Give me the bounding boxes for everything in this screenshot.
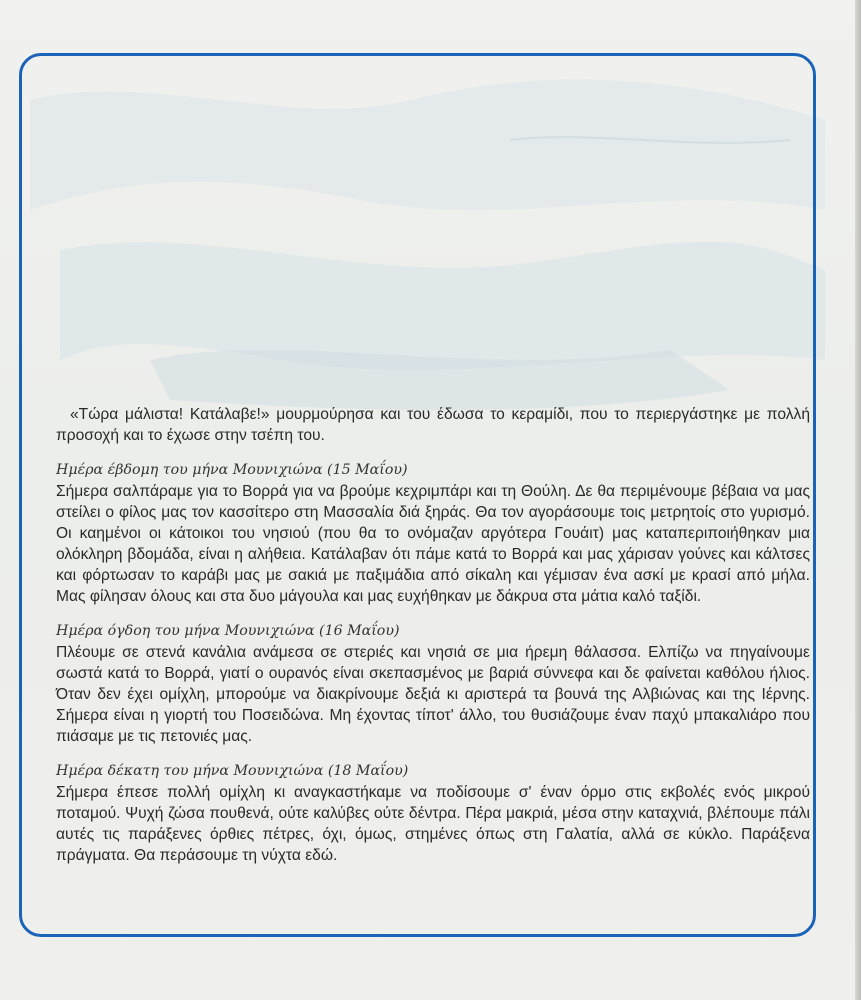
intro-paragraph: «Τώρα μάλιστα! Κατάλαβε!» μουρμούρησα και του έδωσα το κεραμίδι, που το περιεργάστηκε με πολλή προσοχή και το έχωσε στην τσέπη του.: [56, 406, 810, 444]
entry-body: Σήμερα σαλπάραμε για το Βορρά για να βρούμε κεχριμπάρι και τη Θούλη. Δε θα περιμένουμε βέβαια να μας στείλει ο φίλος μας τον κασσίτερο στη Μασσαλία διά ξηράς. Θα τον αγοράσουμε τοις μετρητοίς στο γυρισμό. Οι καημένοι οι κάτοικοι του νησιού (που θα το ονόμαζαν αργότερα Γουάιτ) μας καταπεριποιήθηκαν μια ολόκληρη βδομάδα, είναι η αλήθεια. Κατάλαβαν ότι πάμε κατά το Βορρά και μας χάρισαν γούνες και κάλτσες και φόρτωσαν το καράβι μας με σακιά με παξιμάδια από σίκαλη και γέμισαν ένα ασκί με κρασί από μήλα. Μας φίλησαν όλους και στα δυο μάγουλα και μας ευχήθηκαν με δάκρυα στα μάτια καλό ταξίδι.: [56, 483, 810, 605]
entry-heading: Ημέρα έβδομη του μήνα Μουνιχιώνα (15 Μαΐου): [56, 462, 408, 478]
document-text: [56, 404, 810, 880]
entry-body: Πλέουμε σε στενά κανάλια ανάμεσα σε στεριές και νησιά σε μια ήρεμη θάλασσα. Ελπίζω να πηγαίνουμε σωστά κατά το Βορρά, γιατί ο ουρανός είναι σκεπασμένος με βαριά σύννεφα και δε φαίνεται καθόλου ήλιος. Όταν δεν έχει ομίχλη, μπορούμε να διακρίνουμε δεξιά κι αριστερά τα βουνά της Αλβιώνας και της Ιέρνης. Σήμερα είναι η γιορτή του Ποσειδώνα. Μη έχοντας τίποτ' άλλο, του θυσιάζουμε έναν παχύ μπακαλιάρο που πιάσαμε με τις πετονιές μας.: [56, 644, 810, 745]
entry-heading: Ημέρα όγδοη του μήνα Μουνιχιώνα (16 Μαΐου): [56, 623, 400, 639]
page-spine-edge: [855, 0, 861, 1000]
entry-body: Σήμερα έπεσε πολλή ομίχλη κι αναγκαστήκαμε να ποδίσουμε σ' έναν όρμο στις εκβολές ενός μικρού ποταμού. Ψυχή ζώσα πουθενά, ούτε καλύβες ούτε δέντρα. Πέρα μακριά, μέσα στην καταχνιά, βλέπουμε πάλι αυτές τις παράξενες όρθιες πέτρες, όχι, όμως, στημένες όπως στη Γαλατία, αλλά σε κύκλο. Παράξενα πράγματα. Θα περάσουμε τη νύχτα εδώ.: [56, 784, 810, 864]
entry-heading: Ημέρα δέκατη του μήνα Μουνιχιώνα (18 Μαΐου): [56, 763, 409, 779]
